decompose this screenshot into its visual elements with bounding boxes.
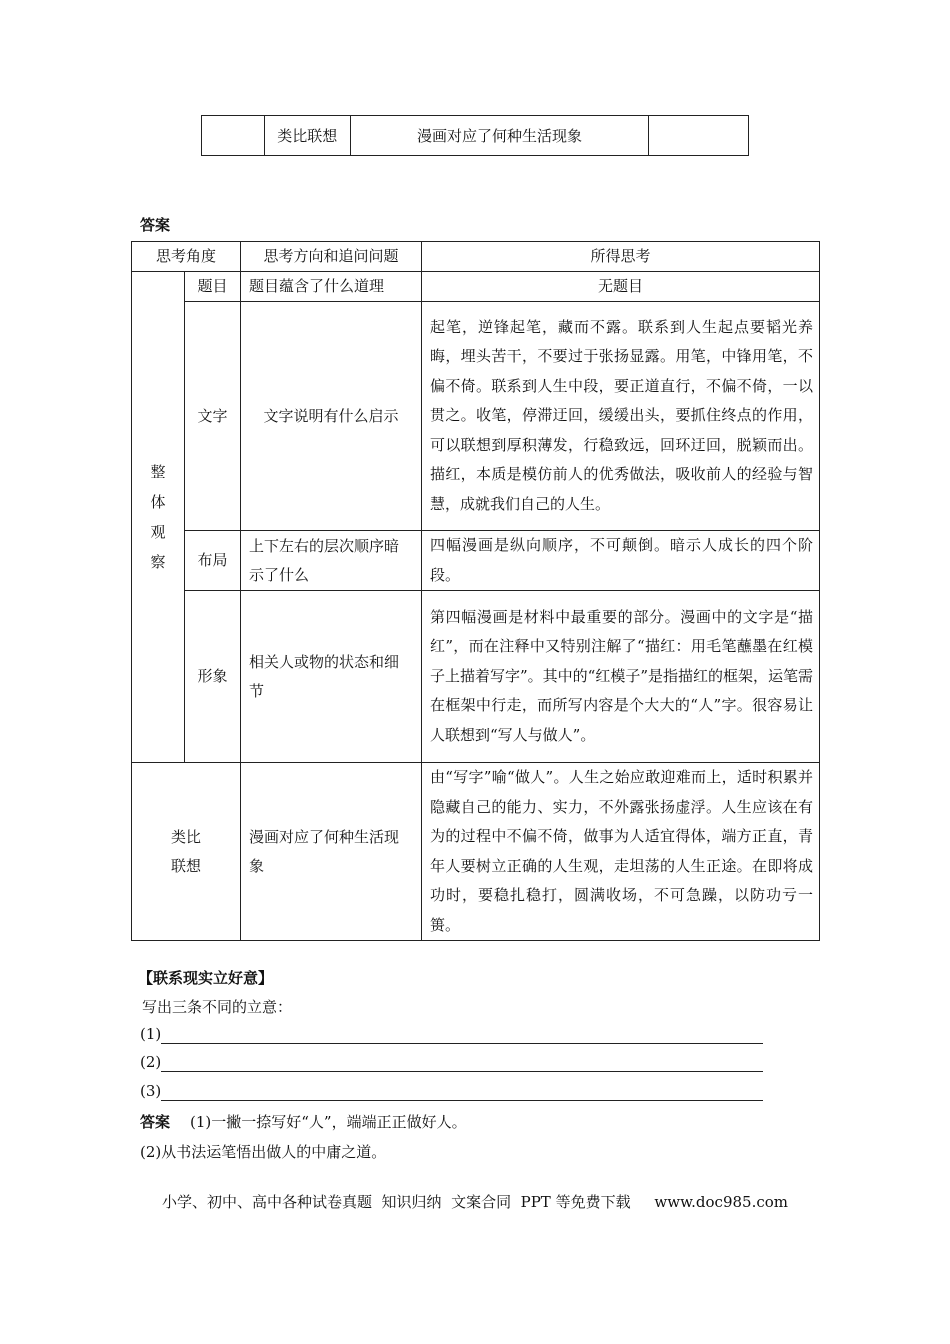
thought-cell: 由“写字”喻“做人”。人生之始应敢迎难而上，适时积累并隐藏自己的能力、实力，不外露张扬虚浮。人生应该在有为的过程中不偏不倚，做事为人适宜得体，端方正直，青年人要树立正确的人生观，走坦荡的人生正途。在即将成功时，要稳扎稳打，圆满收场，不可急躁，以防功亏一篑。 xyxy=(422,763,820,941)
table-row xyxy=(132,591,820,763)
aspect-cell: 形象 xyxy=(185,591,241,763)
thought-cell: 第四幅漫画是材料中最重要的部分。漫画中的文字是“描红”，而在注释中又特别注解了“描红：用毛笔蘸墨在红模子上描着写字”。其中的“红模子”是指描红的框架，运笔需在框架中行走，而所写内容是个大大的“人”字。很容易让人联想到“写人与做人”。 xyxy=(422,591,820,763)
table-header-row xyxy=(132,242,820,272)
analogy-label-cell xyxy=(132,763,241,941)
answer-blank-line[interactable] xyxy=(161,1054,763,1072)
thought-cell: 起笔，逆锋起笔，藏而不露。联系到人生起点要韬光养晦，埋头苦干，不要过于张扬显露。用笔，中锋用笔，不偏不倚。联系到人生中段，要正道直行，不偏不倚，一以贯之。收笔，停滞迂回，缓缓出头，要抓住终点的作用，可以联想到厚积薄发，行稳致远，回环迂回，脱颖而出。描红，本质是模仿前人的优秀做法，吸收前人的经验与智慧，成就我们自己的人生。 xyxy=(422,302,820,531)
answer-label: 答案 xyxy=(140,216,171,234)
answer-blank-line[interactable] xyxy=(161,1026,763,1044)
group-char: 整 xyxy=(150,463,166,481)
top-table xyxy=(201,115,749,156)
table-row xyxy=(202,116,749,156)
group-char: 察 xyxy=(150,553,166,571)
final-answer-line-2: (2)从书法运笔悟出做人的中庸之道。 xyxy=(140,1143,387,1161)
question-cell: 题目蕴含了什么道理 xyxy=(241,272,422,302)
final-answer-line-1: (1)一撇一捺写好“人”，端端正正做好人。 xyxy=(190,1113,467,1131)
section-title: 【联系现实立好意】 xyxy=(138,969,274,987)
table-cell xyxy=(649,116,749,156)
blank-number: (2) xyxy=(140,1053,162,1071)
table-row xyxy=(132,272,820,302)
thought-cell: 无题目 xyxy=(422,272,820,302)
header-thought: 所得思考 xyxy=(422,242,820,272)
question-cell: 相关人或物的状态和细节 xyxy=(241,591,422,763)
table-cell xyxy=(202,116,265,156)
answer-table xyxy=(131,241,820,941)
table-cell: 漫画对应了何种生活现象 xyxy=(350,116,648,156)
aspect-cell: 文字 xyxy=(185,302,241,531)
prompt-text: 写出三条不同的立意： xyxy=(142,998,293,1016)
group-char: 体 xyxy=(150,493,166,511)
question-cell: 上下左右的层次顺序暗示了什么 xyxy=(241,531,422,591)
thought-cell: 四幅漫画是纵向顺序，不可颠倒。暗示人成长的四个阶段。 xyxy=(422,531,820,591)
group-label-cell xyxy=(132,272,185,763)
table-cell: 类比联想 xyxy=(264,116,350,156)
analogy-label-2: 联想 xyxy=(171,856,202,875)
analogy-label-1: 类比 xyxy=(171,827,202,846)
blank-number: (1) xyxy=(140,1025,162,1043)
header-question: 思考方向和追问问题 xyxy=(241,242,422,272)
final-answer-label: 答案 xyxy=(140,1113,171,1131)
header-aspect: 思考角度 xyxy=(132,242,241,272)
aspect-cell: 题目 xyxy=(185,272,241,302)
aspect-cell: 布局 xyxy=(185,531,241,591)
answer-blank-line[interactable] xyxy=(161,1083,763,1101)
table-row xyxy=(132,302,820,531)
table-row xyxy=(132,763,820,941)
question-cell: 文字说明有什么启示 xyxy=(241,302,422,531)
question-cell: 漫画对应了何种生活现象 xyxy=(241,763,422,941)
group-label xyxy=(149,457,167,577)
group-char: 观 xyxy=(150,523,166,541)
footer-text: 小学、初中、高中各种试卷真题 知识归纳 文案合同 PPT 等免费下载 www.doc985.com xyxy=(162,1193,789,1211)
table-row xyxy=(132,531,820,591)
blank-number: (3) xyxy=(140,1082,162,1100)
